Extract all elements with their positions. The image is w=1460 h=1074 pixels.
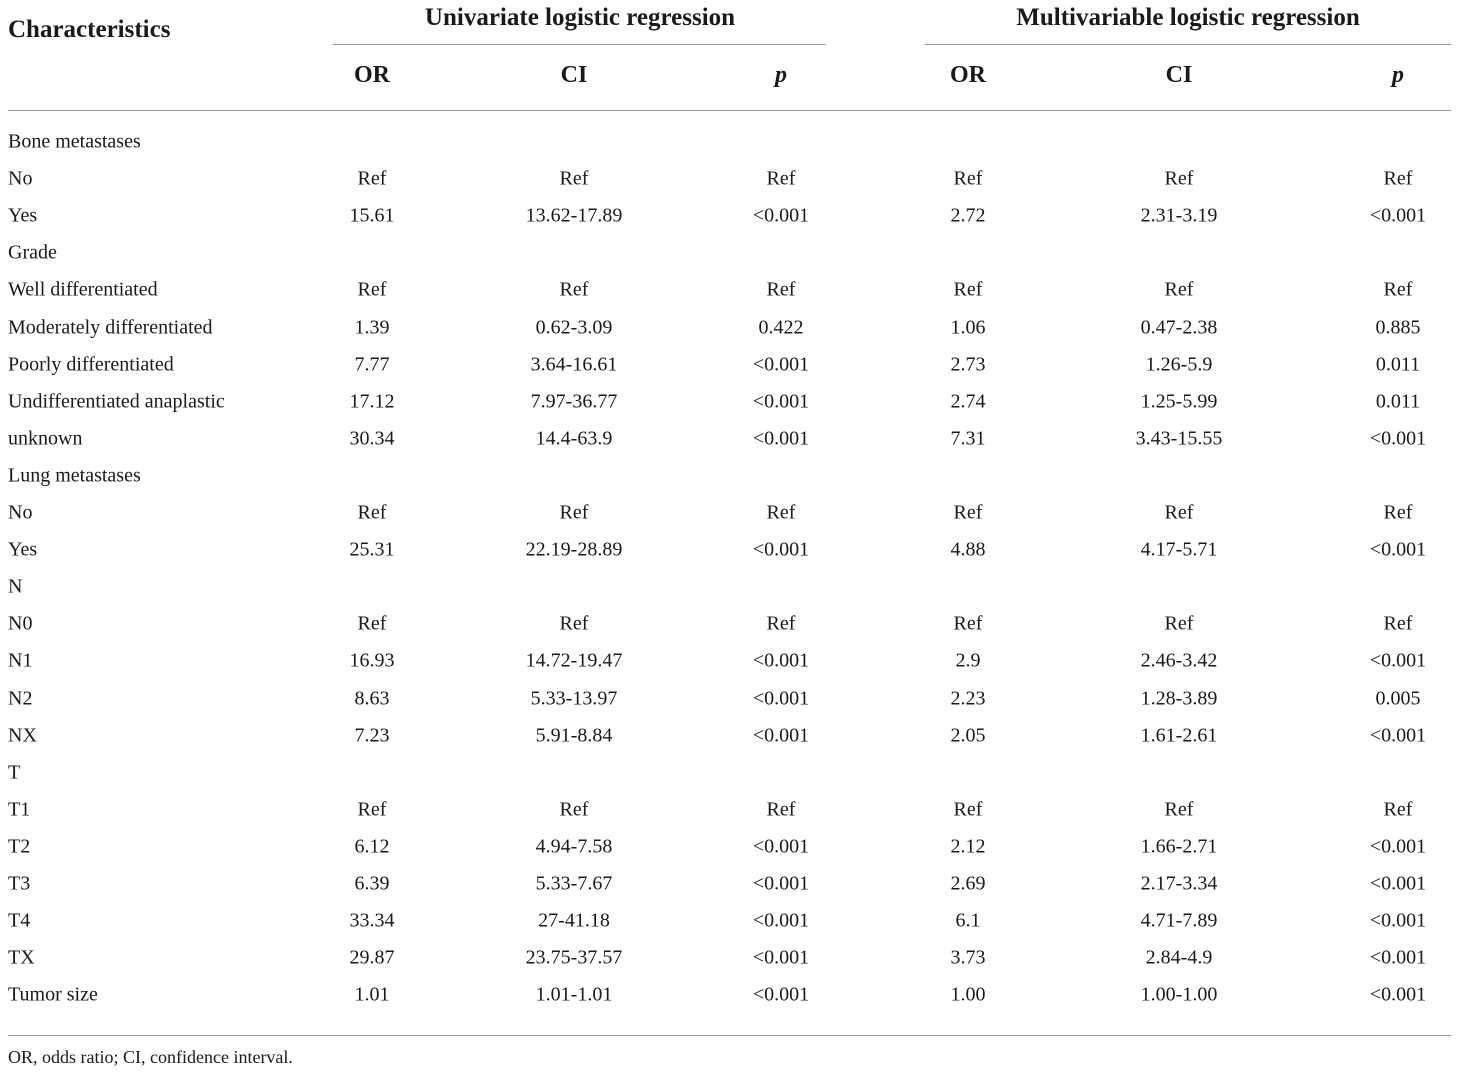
cell-multi-ci: 1.25-5.99 [1140,390,1218,413]
cell-uni-or: 1.39 [354,316,390,338]
cell-uni-p: <0.001 [752,872,810,895]
cell-uni-ci: Ref [559,278,589,301]
row-label: T4 [8,909,31,932]
cell-multi-or: 2.74 [950,390,986,413]
footnote: OR, odds ratio; CI, confidence interval. [8,1047,293,1067]
cell-uni-ci: 0.62-3.09 [535,316,613,338]
cell-multi-or: Ref [953,501,983,524]
row-label: T1 [8,798,31,821]
cell-uni-or: 17.12 [349,390,395,413]
cell-uni-p: Ref [766,278,796,301]
cell-multi-or: Ref [953,612,983,635]
cell-uni-ci: 5.33-7.67 [535,872,613,895]
row-label: Moderately differentiated [8,316,213,338]
col-header-multi-p: p [1392,62,1404,88]
cell-multi-or: 3.73 [950,946,986,969]
cell-multi-or: 2.73 [950,353,986,376]
cell-uni-or: 29.87 [349,946,395,969]
cell-uni-ci: 5.33-13.97 [530,687,618,709]
cell-uni-or: 15.61 [349,204,395,227]
cell-multi-or: Ref [953,167,983,190]
cell-uni-p: <0.001 [752,538,810,561]
row-label: T2 [8,835,31,858]
cell-uni-ci: Ref [559,612,589,635]
cell-multi-or: 6.1 [955,909,981,932]
row-label: N0 [8,612,33,635]
cell-multi-ci: Ref [1164,278,1194,301]
col-header-multi-ci: CI [1165,62,1193,88]
cell-multi-ci: 0.47-2.38 [1140,316,1218,338]
cell-multi-or: 2.9 [955,649,981,672]
cell-multi-or: 2.72 [950,204,986,227]
cell-uni-ci: 14.72-19.47 [525,649,623,672]
cell-multi-p: <0.001 [1369,835,1427,858]
cell-multi-ci: 2.31-3.19 [1140,204,1218,227]
section-label: Grade [8,241,57,264]
cell-uni-p: <0.001 [752,983,810,1006]
row-label: unknown [8,427,83,450]
cell-uni-or: Ref [357,167,387,190]
cell-multi-p: Ref [1383,798,1413,821]
cell-multi-or: 2.05 [950,724,986,747]
cell-multi-p: <0.001 [1369,649,1427,672]
cell-multi-p: <0.001 [1369,204,1427,227]
cell-multi-p: Ref [1383,278,1413,301]
cell-multi-p: <0.001 [1369,538,1427,561]
cell-uni-or: 25.31 [349,538,395,561]
cell-multi-p: Ref [1383,167,1413,190]
cell-uni-or: 33.34 [349,909,395,932]
cell-uni-ci: 14.4-63.9 [535,427,613,450]
bottom-rule [8,1035,1451,1036]
cell-uni-p: <0.001 [752,649,810,672]
cell-uni-or: Ref [357,798,387,821]
cell-uni-ci: 3.64-16.61 [530,353,618,376]
cell-multi-ci: 1.61-2.61 [1140,724,1218,747]
section-label: Bone metastases [8,130,141,153]
cell-uni-p: <0.001 [752,390,810,413]
cell-uni-or: 16.93 [349,649,395,672]
group-header-univariate: Univariate logistic regression [424,4,736,31]
cell-uni-p: <0.001 [752,909,810,932]
cell-multi-ci: Ref [1164,798,1194,821]
cell-multi-or: 1.06 [950,316,986,338]
cell-multi-p: 0.885 [1375,316,1421,338]
cell-uni-ci: 23.75-37.57 [525,946,623,969]
cell-uni-ci: 27-41.18 [538,909,610,932]
cell-uni-ci: 13.62-17.89 [525,204,623,227]
cell-multi-p: 0.011 [1375,390,1421,413]
cell-uni-or: 6.12 [354,835,390,858]
group-header-multivariable: Multivariable logistic regression [1016,4,1360,31]
cell-multi-or: 4.88 [950,538,986,561]
row-label: Yes [8,204,38,227]
cell-uni-or: 1.01 [354,983,390,1006]
cell-multi-or: 1.00 [950,983,986,1006]
cell-uni-or: 30.34 [349,427,395,450]
group-rule-univariate [333,44,826,45]
cell-multi-ci: 2.84-4.9 [1145,946,1213,969]
cell-uni-or: 8.63 [354,687,390,709]
cell-uni-p: Ref [766,501,796,524]
cell-uni-or: Ref [357,612,387,635]
cell-uni-p: 0.422 [758,316,804,338]
cell-uni-or: 7.77 [354,353,390,376]
section-label: Lung metastases [8,464,141,487]
cell-uni-ci: 7.97-36.77 [530,390,618,413]
cell-multi-ci: 3.43-15.55 [1135,427,1223,450]
cell-uni-ci: Ref [559,798,589,821]
cell-multi-ci: Ref [1164,167,1194,190]
cell-multi-ci: 2.46-3.42 [1140,649,1218,672]
cell-multi-or: 2.69 [950,872,986,895]
cell-multi-ci: Ref [1164,612,1194,635]
cell-multi-ci: 2.17-3.34 [1140,872,1218,895]
cell-uni-ci: 1.01-1.01 [535,983,613,1006]
cell-multi-ci: 1.00-1.00 [1140,983,1218,1006]
cell-uni-p: Ref [766,798,796,821]
row-label: Yes [8,538,38,561]
cell-uni-or: Ref [357,501,387,524]
row-label: Poorly differentiated [8,353,174,376]
col-header-uni-or: OR [354,62,390,88]
cell-uni-ci: Ref [559,167,589,190]
cell-multi-or: Ref [953,278,983,301]
cell-uni-ci: 22.19-28.89 [525,538,623,561]
cell-uni-or: Ref [357,278,387,301]
cell-uni-ci: 5.91-8.84 [535,724,613,747]
cell-multi-p: <0.001 [1369,724,1427,747]
row-label: T3 [8,872,31,895]
row-label: TX [8,946,35,969]
cell-multi-p: 0.011 [1375,353,1421,376]
cell-multi-p: <0.001 [1369,983,1427,1006]
row-label: NX [8,724,37,747]
cell-multi-p: <0.001 [1369,427,1427,450]
cell-uni-p: <0.001 [752,946,810,969]
cell-uni-ci: 4.94-7.58 [535,835,613,858]
row-label: Well differentiated [8,278,158,301]
cell-multi-or: 7.31 [950,427,986,450]
row-label: Tumor size [8,983,98,1006]
section-label: T [8,761,21,784]
cell-uni-p: Ref [766,167,796,190]
row-label: No [8,501,33,524]
cell-multi-p: Ref [1383,501,1413,524]
cell-multi-or: Ref [953,798,983,821]
cell-uni-or: 7.23 [354,724,390,747]
group-rule-multivariable [925,44,1451,45]
row-label: No [8,167,33,190]
cell-uni-p: <0.001 [752,353,810,376]
cell-multi-p: <0.001 [1369,872,1427,895]
cell-multi-ci: 1.26-5.9 [1145,353,1213,376]
cell-uni-p: <0.001 [752,724,810,747]
row-label: N1 [8,649,33,672]
cell-uni-p: <0.001 [752,687,810,709]
cell-uni-p: <0.001 [752,835,810,858]
cell-multi-p: Ref [1383,612,1413,635]
cell-multi-ci: 4.71-7.89 [1140,909,1218,932]
row-label: Undifferentiated anaplastic [8,390,225,413]
cell-multi-or: 2.23 [950,687,986,709]
col-header-uni-ci: CI [560,62,588,88]
col-header-uni-p: p [775,62,787,88]
header-rule [8,110,1451,111]
col-header-multi-or: OR [950,62,986,88]
cell-uni-p: <0.001 [752,427,810,450]
corner-header: Characteristics [8,16,171,43]
section-label: N [8,575,23,598]
cell-uni-or: 6.39 [354,872,390,895]
cell-multi-p: <0.001 [1369,909,1427,932]
cell-uni-p: Ref [766,612,796,635]
cell-multi-or: 2.12 [950,835,986,858]
cell-multi-p: <0.001 [1369,946,1427,969]
cell-uni-ci: Ref [559,501,589,524]
cell-multi-ci: 1.28-3.89 [1140,687,1218,709]
cell-multi-ci: Ref [1164,501,1194,524]
cell-multi-ci: 1.66-2.71 [1140,835,1218,858]
row-label: N2 [8,687,33,709]
cell-multi-ci: 4.17-5.71 [1140,538,1218,561]
cell-multi-p: 0.005 [1375,687,1421,709]
cell-uni-p: <0.001 [752,204,810,227]
